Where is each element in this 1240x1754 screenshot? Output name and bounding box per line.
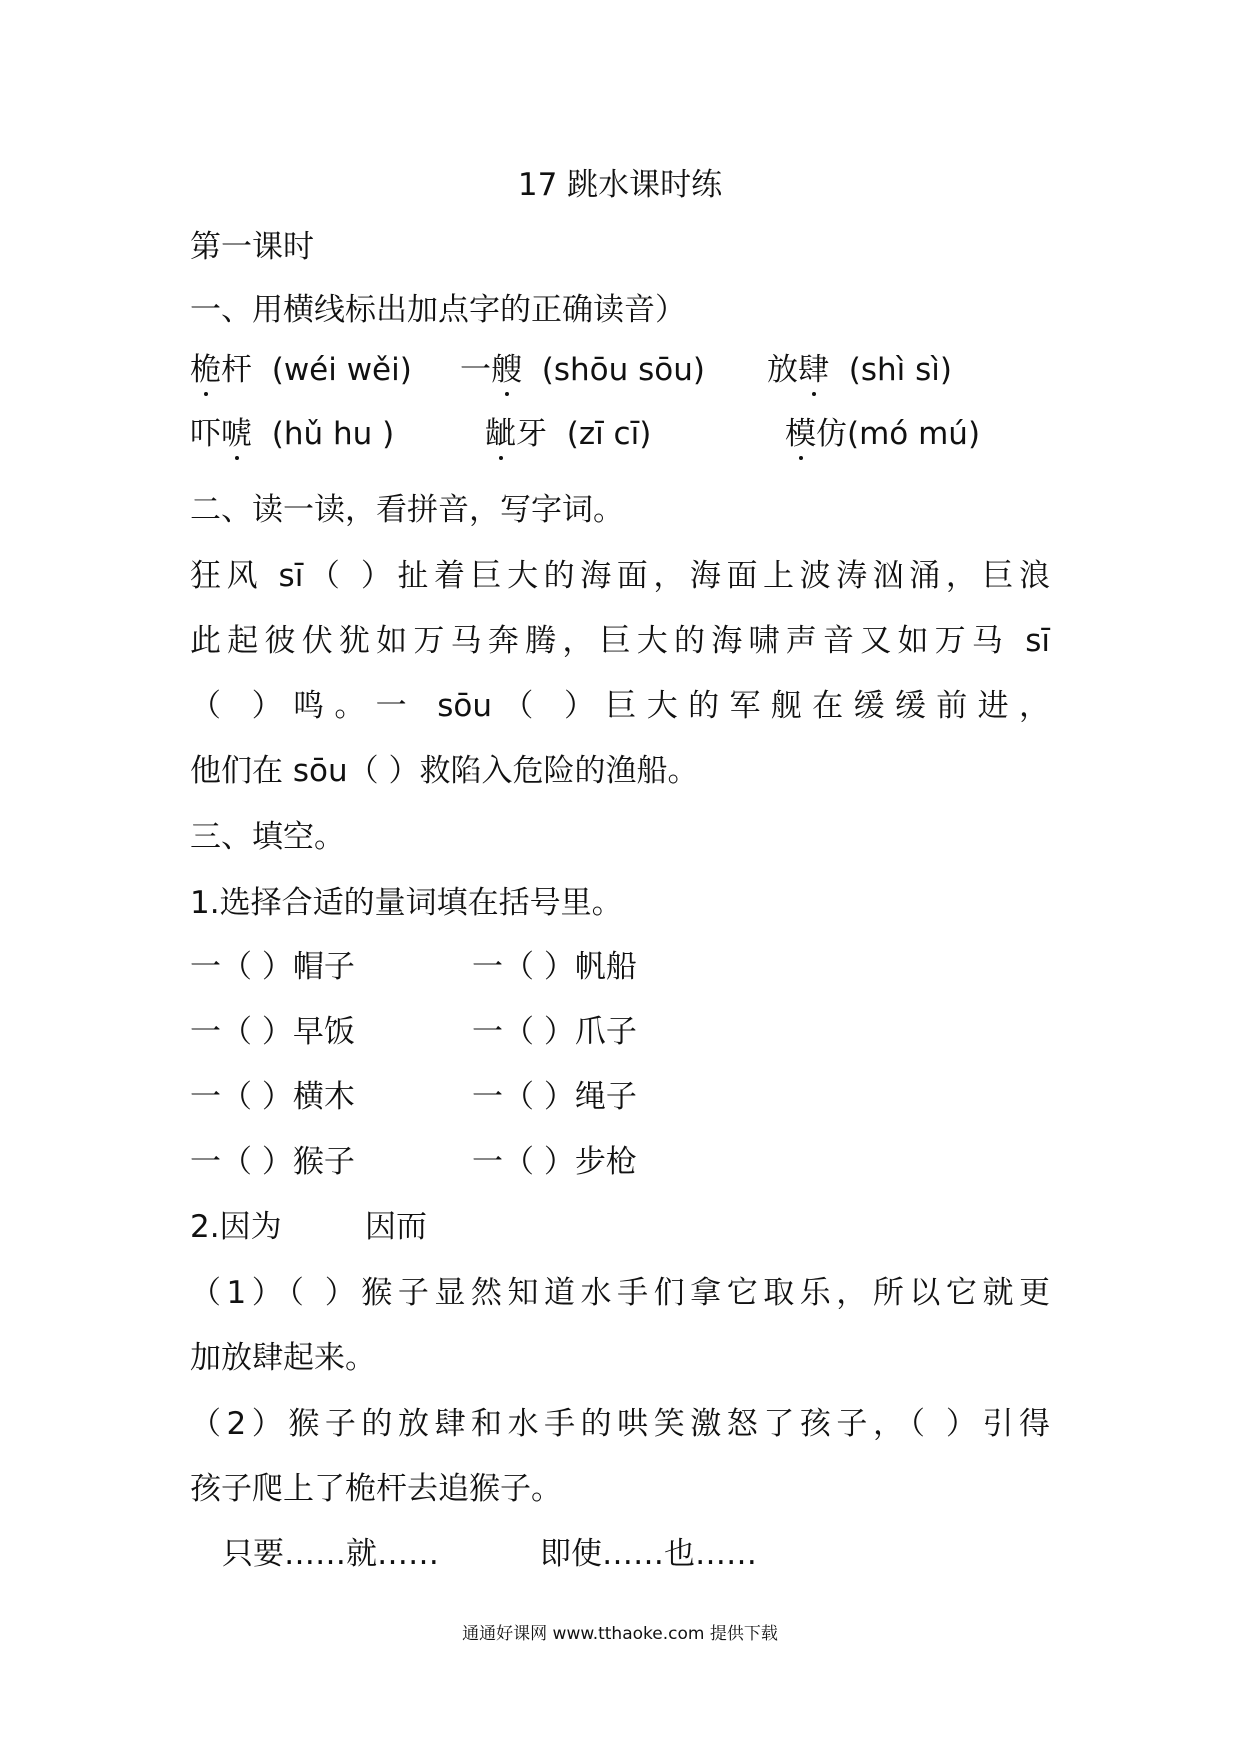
pinyin-options: (shōu sōu) bbox=[541, 352, 705, 388]
pinyin-item-3 bbox=[767, 350, 952, 390]
dotted-char: 肆 bbox=[798, 352, 829, 388]
pinyin-options: (mó mú) bbox=[847, 416, 981, 452]
section2-heading: 二、读一读，看拼音，写字词。 bbox=[190, 492, 624, 528]
q2-sentence-2-line-2: 孩子爬上了桅杆去追猴子。 bbox=[190, 1471, 562, 1507]
item-text: 吓 bbox=[190, 416, 221, 452]
measure-word-left-1: 一（ ）帽子 bbox=[190, 949, 355, 985]
dotted-char: 唬 bbox=[221, 416, 252, 452]
measure-word-right-4: 一（ ）步枪 bbox=[472, 1144, 637, 1180]
dotted-char: 龇 bbox=[485, 416, 516, 452]
item-text: 杆 bbox=[221, 352, 252, 388]
section3-heading: 三、填空。 bbox=[190, 819, 345, 855]
item-text: 仿 bbox=[816, 416, 847, 452]
item-text: 一 bbox=[460, 352, 491, 388]
measure-word-left-4: 一（ ）猴子 bbox=[190, 1144, 355, 1180]
measure-word-right-1: 一（ ）帆船 bbox=[472, 949, 637, 985]
conjunction-pair-2: 即使……也…… bbox=[540, 1536, 757, 1572]
pinyin-options: (zī cī) bbox=[566, 416, 652, 452]
dotted-char: 艘 bbox=[491, 352, 522, 388]
pinyin-item-4 bbox=[190, 414, 394, 454]
pinyin-options: (shì sì) bbox=[848, 352, 952, 388]
dotted-char: 模 bbox=[785, 416, 816, 452]
passage-line-3: （ ）鸣。一 sōu（ ）巨大的军舰在缓缓前进， bbox=[190, 688, 1050, 724]
pinyin-item-5 bbox=[485, 414, 651, 454]
passage-line-2: 此起彼伏犹如万马奔腾，巨大的海啸声音又如万马 sī bbox=[190, 623, 1050, 659]
pinyin-options: (wéi wěi) bbox=[271, 352, 412, 388]
dotted-char: 桅 bbox=[190, 352, 221, 388]
q2-word-2: 因而 bbox=[365, 1209, 427, 1245]
item-text: 放 bbox=[767, 352, 798, 388]
measure-word-left-3: 一（ ）横木 bbox=[190, 1079, 355, 1115]
q2-sentence-1-line-1: （1）（ ）猴子显然知道水手们拿它取乐，所以它就更 bbox=[190, 1275, 1050, 1311]
item-text: 牙 bbox=[516, 416, 547, 452]
pinyin-options: (hǔ hu ) bbox=[271, 416, 395, 452]
passage-line-1: 狂风 sī（ ）扯着巨大的海面，海面上波涛汹涌，巨浪 bbox=[190, 558, 1050, 594]
q2-sentence-1-line-2: 加放肆起来。 bbox=[190, 1340, 376, 1376]
pinyin-item-2 bbox=[460, 350, 705, 390]
passage-line-4: 他们在 sōu（ ）救陷入危险的渔船。 bbox=[190, 753, 699, 789]
conjunction-pair-1: 只要……就…… bbox=[222, 1536, 439, 1572]
pinyin-item-6 bbox=[785, 414, 980, 454]
q2-word-1: 2.因为 bbox=[190, 1209, 282, 1245]
page-title: 17 跳水课时练 bbox=[517, 167, 723, 203]
q2-sentence-2-line-1: （2）猴子的放肆和水手的哄笑激怒了孩子，（ ）引得 bbox=[190, 1406, 1050, 1442]
measure-word-right-2: 一（ ）爪子 bbox=[472, 1014, 637, 1050]
measure-word-left-2: 一（ ）早饭 bbox=[190, 1014, 355, 1050]
lesson-label: 第一课时 bbox=[190, 229, 314, 265]
footer-credit: 通通好课网 www.tthaoke.com 提供下载 bbox=[462, 1624, 778, 1644]
measure-word-right-3: 一（ ）绳子 bbox=[472, 1079, 637, 1115]
q1-heading: 1.选择合适的量词填在括号里。 bbox=[190, 885, 623, 921]
pinyin-item-1 bbox=[190, 350, 412, 390]
section1-heading: 一、用横线标出加点字的正确读音） bbox=[190, 292, 686, 328]
